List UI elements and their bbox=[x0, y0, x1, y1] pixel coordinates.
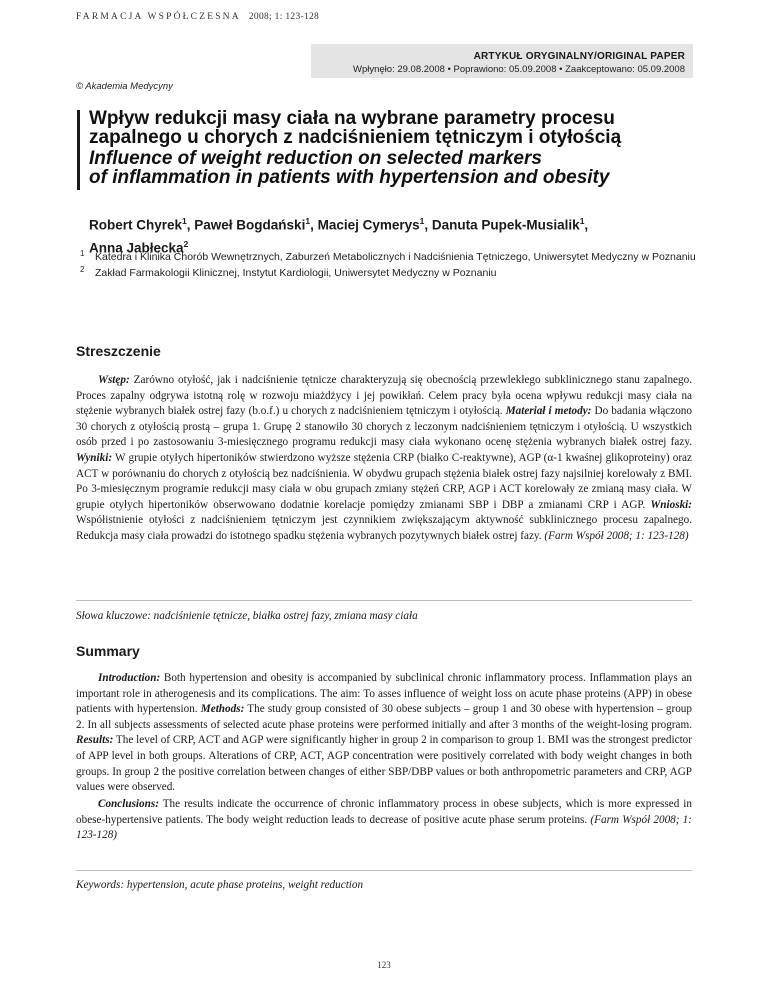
author-affiliation-mark: 1 bbox=[182, 216, 187, 226]
author-separator: , bbox=[310, 217, 318, 233]
author-name: Robert Chyrek bbox=[89, 217, 183, 233]
title-english bbox=[89, 149, 699, 187]
affiliation bbox=[80, 265, 700, 281]
abstract-section-label: Methods: bbox=[200, 703, 245, 716]
abstract-text: Zarówno otyłość, jak i nadciśnienie tętnicze charakteryzują się obecnością przewlekłego subklinicznego stanu zapalnego. Proces zapalny odgrywa istotną rolę w rozwoju miażdżycy i jej powikłań. Celem pracy była ocena wpływu redukcji masy ciała na stężenie wybranych białek ostrej fazy (b.o.f.) u chorych z nadciśnieniem tętniczym i otyłością. bbox=[76, 374, 692, 418]
abstract-text: Współistnienie otyłości z nadciśnieniem tętniczym jest czynnikiem zwiększającym aktywność subklinicznego procesu zapalnego. Redukcja masy ciała prowadzi do istotnego spadku stężenia wybranych pozytywnych białek ostrej fazy. bbox=[76, 514, 692, 542]
journal-header bbox=[76, 12, 319, 22]
copyright-notice: © Akademia Medycyny bbox=[76, 81, 173, 92]
abstract-text: The results indicate the occurrence of chronic inflammatory process in obese subjects, which is more expressed in obese-hypertensive patients. The body weight reduction leads to decrease of positive acute phase serum proteins. bbox=[76, 798, 692, 826]
keywords-english: Keywords: hypertension, acute phase proteins, weight reduction bbox=[76, 879, 364, 891]
title-polish-line: Wpływ redukcji masy ciała na wybrane parametry procesu bbox=[89, 108, 615, 129]
author-separator: , bbox=[424, 217, 432, 233]
section-heading-streszczenie: Streszczenie bbox=[76, 343, 161, 359]
abstract-text: The study group consisted of 30 obese subjects – group 1 and 30 obese with hypertension – group 2. In all subjects assessments of selected acute phase proteins were performed initially and after 3 months of the weight-losing program. bbox=[76, 703, 692, 731]
author-name: Anna Jabłecka bbox=[89, 240, 184, 255]
abstract-section-label: Results: bbox=[76, 734, 114, 747]
divider bbox=[76, 600, 692, 601]
abstract-text: W grupie otyłych hipertoników stwierdzono wyższe stężenia CRP (białko C-reaktywne), AGP (α-1 kwaśnej glikoproteiny) oraz ACT w porównaniu do chorych z otyłością bez nadciśnienia. W obydwu grupach stężenia białek ostrej fazy najsilniej korelowały z BMI. Po 3-miesięcznym programie redukcji masy ciała w obu grupach zmiany stężeń CRP, AGP i ACT korelowały ze zmianą masy ciała. W grupie otyłych hipertoników obserwowano dodatnie korelacje pomiędzy zmianami SBP i DBP a zmianami CRP i AGP. bbox=[76, 451, 692, 511]
article-type: ARTYKUŁ ORYGINALNY/ORIGINAL PAPER bbox=[473, 51, 685, 62]
citation: (Farm Współ 2008; 1: 123-128) bbox=[544, 529, 689, 542]
author-affiliation-mark: 1 bbox=[305, 216, 311, 226]
author-name: Danuta Pupek-Musialik bbox=[431, 217, 580, 233]
abstract-english-conclusions bbox=[76, 797, 692, 844]
abstract-section-label: Wstęp: bbox=[98, 374, 130, 386]
affiliation-number: 2 bbox=[80, 265, 85, 274]
abstract-text: The level of CRP, ACT and AGP were significantly higher in group 2 in comparison to group 1. BMI was the strongest predictor of APP level in both groups. Alterations of CRP, ACT, AGP concentration were positively correlated with body weight changes in both groups. In group 2 the positive correlation between changes of either SBP/DBP values or both anthropometric parameters and CRP, AGP values were observed. bbox=[76, 734, 692, 794]
journal-pages: 2008; 1: 123-128 bbox=[248, 12, 320, 22]
abstract-section-label: Conclusions: bbox=[98, 798, 159, 810]
title-polish bbox=[89, 109, 699, 147]
abstract-polish bbox=[76, 373, 692, 545]
affiliation bbox=[80, 249, 700, 265]
article-dates: Wpłynęło: 29.08.2008 • Poprawiono: 05.09.2008 • Zaakceptowano: 05.09.2008 bbox=[353, 64, 685, 75]
author-affiliation-mark: 1 bbox=[579, 216, 585, 226]
abstract-english bbox=[76, 671, 692, 796]
abstract-text: Do badania włączono 30 chorych z otyłością prostą – grupa 1. Grupę 2 stanowiło 30 chorych z leczonym nadciśnieniem tętniczym i otyłością. U wszystkich osób przed i po zastosowaniu 3-miesięcznego programu redukcji masy ciała wykonano ocenę stężenia wybranych białek ostrej fazy. bbox=[76, 405, 692, 449]
journal-name: FARMACJA WSPÓŁCZESNA bbox=[76, 12, 241, 22]
citation: (Farm Współ 2008; 1: 123-128) bbox=[76, 813, 692, 842]
abstract-section-label: Wnioski: bbox=[650, 498, 692, 511]
page-number: 123 bbox=[377, 960, 391, 970]
author-separator: , bbox=[186, 217, 195, 233]
abstract-text: Both hypertension and obesity is accompanied by subclinical chronic inflammatory process. Inflammation plays an important role in atherogenesis and its complications. The aim: To asses influence of weight loss on acute phase proteins (APP) in obese patients with hypertension. bbox=[76, 672, 692, 716]
section-heading-summary: Summary bbox=[76, 643, 140, 659]
affiliation-list bbox=[80, 249, 700, 281]
divider bbox=[76, 870, 692, 871]
article-titles bbox=[89, 109, 699, 187]
abstract-section-label: Wyniki: bbox=[76, 451, 113, 464]
title-english-line: of inflammation in patients with hypertension and obesity bbox=[89, 167, 610, 188]
keywords-polish: Słowa kluczowe: nadciśnienie tętnicze, białka ostrej fazy, zmiana masy ciała bbox=[76, 610, 418, 622]
article-info-box bbox=[311, 44, 693, 78]
abstract-section-label: Materiał i metody: bbox=[505, 405, 592, 418]
author-affiliation-mark: 1 bbox=[419, 216, 425, 226]
author-name: Maciej Cymerys bbox=[317, 217, 420, 233]
title-english-line: Influence of weight reduction on selected markers bbox=[89, 148, 542, 169]
abstract-section-label: Introduction: bbox=[98, 672, 161, 684]
author-affiliation-mark: 2 bbox=[183, 238, 189, 249]
author-separator: , bbox=[584, 217, 589, 233]
author-name: Paweł Bogdański bbox=[194, 217, 306, 233]
affiliation-number: 1 bbox=[80, 249, 85, 258]
affiliation-text: Katedra i Klinika Chorób Wewnętrznych, Zaburzeń Metabolicznych i Nadciśnienia Tętniczego, Uniwersytet Medyczny w Poznaniu bbox=[95, 251, 696, 263]
title-polish-line: zapalnego u chorych z nadciśnieniem tętniczym i otyłością bbox=[89, 127, 622, 148]
affiliation-text: Zakład Farmakologii Klinicznej, Instytut Kardiologii, Uniwersytet Medyczny w Poznaniu bbox=[95, 267, 497, 279]
title-accent-bar bbox=[77, 110, 80, 190]
